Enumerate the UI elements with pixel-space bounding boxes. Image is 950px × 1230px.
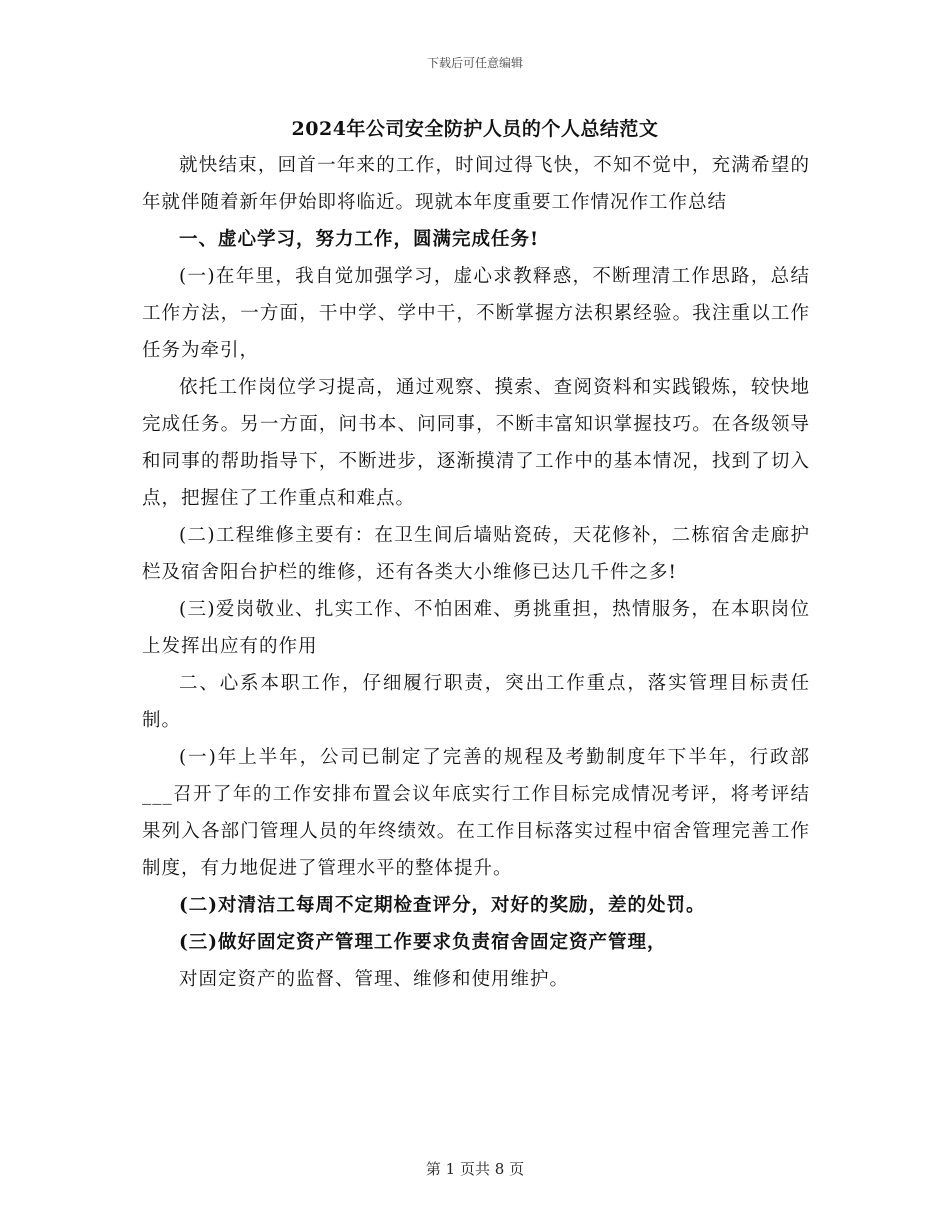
page-title: 2024年公司安全防护人员的个人总结范文 [291, 118, 659, 140]
document-body [142, 147, 810, 998]
header-note: 下载后可任意编辑 [426, 56, 523, 70]
paragraph-system: (一)年上半年，公司已制定了完善的规程及考勤制度年下半年，行政部___召开了年的工作安排布置会议年底实行工作目标完成情况考评，将考评结果列入各部门管理人员的年终绩效。在工作目标落实过程中宿舍管理完善工作制度，有力地促进了管理水平的整体提升。 [142, 747, 810, 879]
page-number: 第 1 页共 8 页 [425, 1160, 525, 1178]
paragraph-cleaning: (二)对清洁工每周不定期检查评分，对好的奖励，差的处罚。 [179, 895, 706, 916]
paragraph-dedication: (三)爱岗敬业、扎实工作、不怕困难、勇挑重担，热情服务，在本职岗位上发挥出应有的作用 [142, 599, 810, 657]
paragraph-intro: 就快结束，回首一年来的工作，时间过得飞快，不知不觉中，充满希望的年就伴随着新年伊始即将临近。现就本年度重要工作情况作工作总结 [142, 155, 810, 213]
section-heading-1: 一、虚心学习，努力工作，圆满完成任务! [179, 229, 540, 250]
paragraph-assets: (三)做好固定资产管理工作要求负责宿舍固定资产管理， [179, 932, 667, 953]
paragraph-study: (一)在年里，我自觉加强学习，虚心求教释惑，不断理清工作思路，总结工作方法，一方面，干中学、学中干，不断掌握方法积累经验。我注重以工作任务为牵引， [142, 266, 810, 361]
section-heading-2: 二、心系本职工作，仔细履行职责，突出工作重点，落实管理目标责任制。 [142, 673, 810, 731]
paragraph-practice: 依托工作岗位学习提高，通过观察、摸索、查阅资料和实践锻炼，较快地完成任务。另一方面，问书本、问同事，不断丰富知识掌握技巧。在各级领导和同事的帮助指导下，不断进步，逐渐摸清了工作中的基本情况，找到了切入点，把握住了工作重点和难点。 [142, 377, 810, 509]
paragraph-maintenance: (二)工程维修主要有：在卫生间后墙贴瓷砖，天花修补，二栋宿舍走廊护栏及宿舍阳台护栏的维修，还有各类大小维修已达几千件之多! [142, 525, 810, 583]
paragraph-assets-detail: 对固定资产的监督、管理、维修和使用维护。 [179, 969, 570, 990]
